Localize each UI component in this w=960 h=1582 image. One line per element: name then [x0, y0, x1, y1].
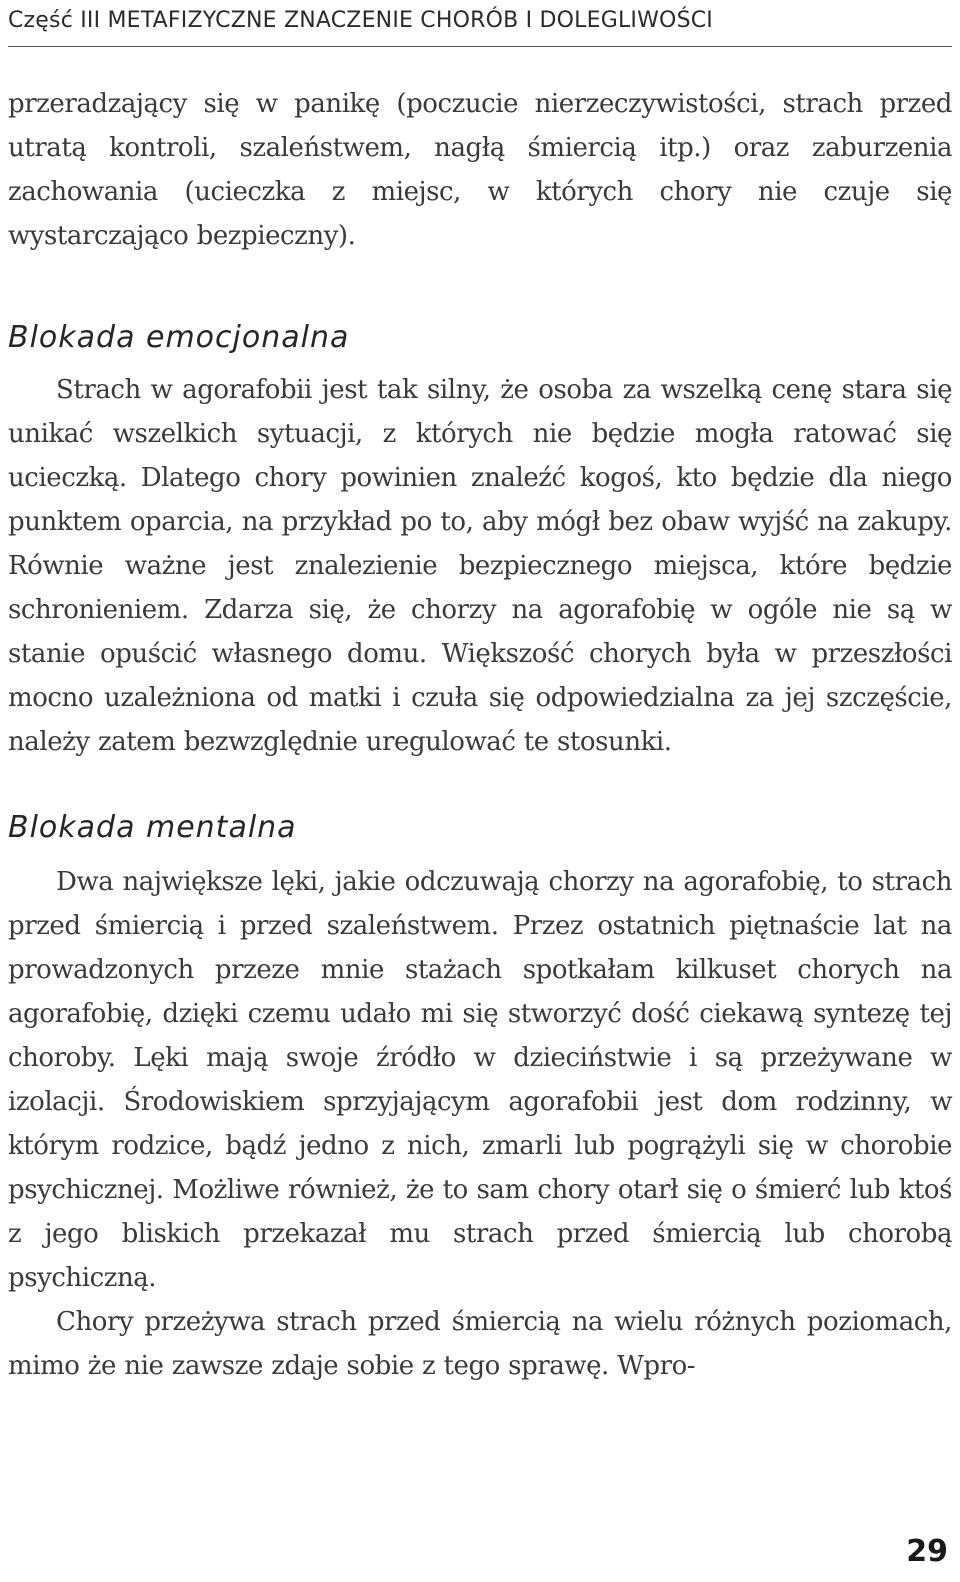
mental-block-paragraph-1: Dwa największe lęki, jakie odczuwają chorzy na agorafobię, to strach przed śmiercią i przed szaleństwem. Przez ostatnich piętnaście lat na prowadzonych przeze mnie stażach spotkałam kilkuset chorych na agorafobię, dzięki czemu udało mi się stworzyć dość ciekawą syntezę tej choroby. Lęki mają swoje źródło w dzieciństwie i są przeżywane w izolacji. Środowiskiem sprzyjającym agorafobii jest dom rodzinny, w którym rodzice, bądź jedno z nich, zmarli lub pogrążyli się w chorobie psychicznej. Możliwe również, że to sam chory otarł się o śmierć lub ktoś z jego bliskich przekazał mu strach przed śmiercią lub chorobą psychiczną.	[8, 867, 952, 1293]
running-header	[8, 4, 952, 47]
mental-block-paragraph-2: Chory przeżywa strach przed śmiercią na wielu różnych poziomach, mimo że nie zawsze zdaje sobie z tego sprawę. Wpro-	[8, 1307, 952, 1381]
emotional-block-paragraph: Strach w agorafobii jest tak silny, że osoba za wszelką cenę stara się unikać wszelkich sytuacji, z których nie będzie mogła ratować się ucieczką. Dlatego chory powinien znaleźć kogoś, kto będzie dla niego punktem oparcia, na przykład po to, aby mógł bez obaw wyjść na zakupy. Równie ważne jest znalezienie bezpiecznego miejsca, które będzie schronieniem. Zdarza się, że chorzy na agorafobię w ogóle nie są w stanie opuścić własnego domu. Większość chorych była w przeszłości mocno uzależniona od matki i czuła się odpowiedzialna za jej szczęście, należy zatem bezwzględnie uregulować te stosunki.	[8, 375, 952, 757]
page-body	[8, 82, 952, 1388]
running-header-title: Część III METAFIZYCZNE ZNACZENIE CHORÓB I DOLEGLIWOŚCI	[8, 8, 713, 33]
section-heading-mental-block: Blokada mentalna	[8, 810, 297, 845]
page-number: 29	[906, 1534, 948, 1569]
section-heading-emotional-block: Blokada emocjonalna	[8, 320, 350, 355]
intro-paragraph: przeradzający się w panikę (poczucie nierzeczywistości, strach przed utratą kontroli, szaleństwem, nagłą śmiercią itp.) oraz zaburzenia zachowania (ucieczka z miejsc, w których chory nie czuje się wystarczająco bezpieczny).	[8, 89, 952, 251]
